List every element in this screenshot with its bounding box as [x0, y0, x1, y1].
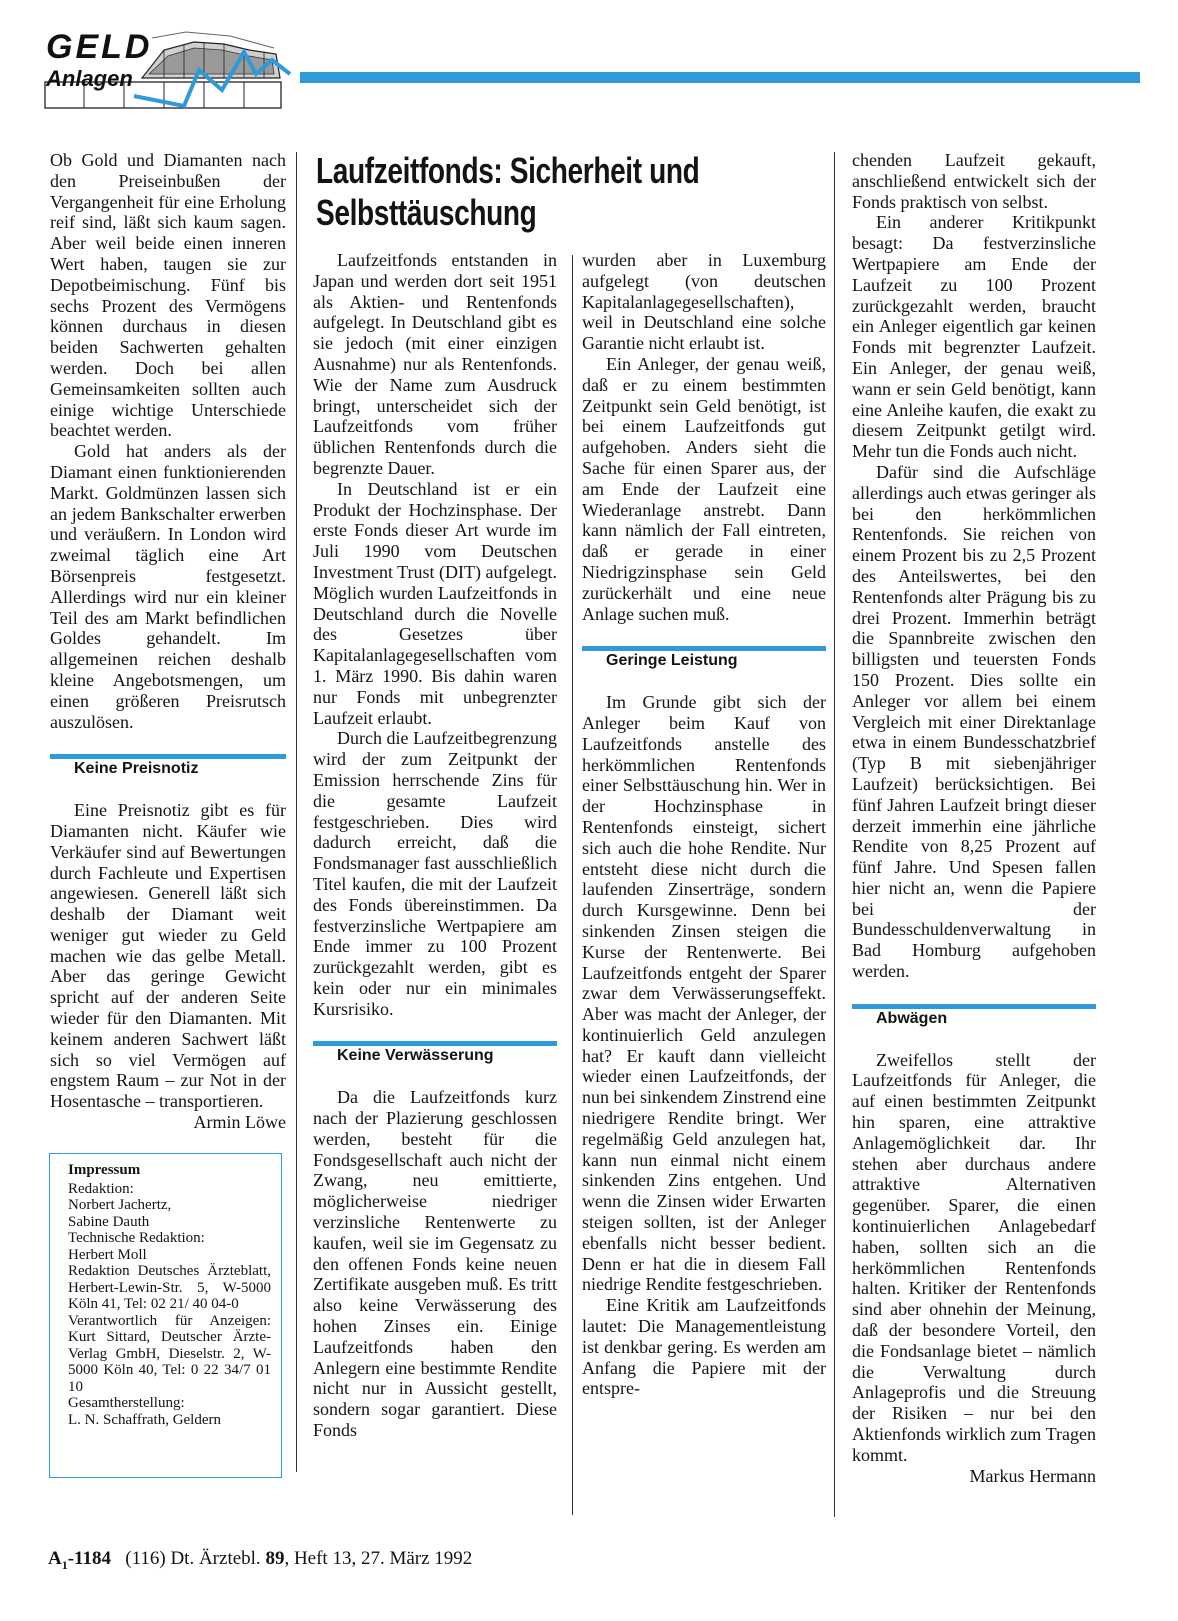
paragraph: [50, 800, 286, 1133]
issue-suffix: , Heft 13, 27. März 1992: [284, 1548, 473, 1569]
paragraph: In Deutschland ist er ein Produkt der Hochzinsphase. Der erste Fonds dieser Art wurde im Juli 1990 vom Deutschen Investment Trust (DIT) aufgelegt. Möglich wurden Laufzeitfonds in Deutschland durch die Novelle des Gesetzes über Kapitalanlagegesellschaften vom 1. März 1990. Bis dahin waren nur Fonds mit unbegrenzter Laufzeit erlaubt.: [313, 478, 557, 728]
subheading: Keine Verwässerung: [337, 1047, 494, 1065]
subhead-block: [852, 1004, 1096, 1030]
paragraph: Zweifellos stellt der Laufzeitfonds für Anleger, die auf einen bestimmten Zeitpunkt hin sparen, eine attraktive Anlagemöglichkeit dar. Ihr stehen aber durchaus andere attraktive Alternativen gegenüber. Sparer, die einen kontinuierlichen Anlagebedarf haben, sollten sich an die herkömmlichen Rentenfonds halten. Kritiker der Rentenfonds sind aber ohnehin der Meinung, daß der besondere Vorteil, den die Fondsanlage bietet – nämlich die Verwaltung durch Anlageprofis und die Streuung der Risiken – nur bei den Aktienfonds wirklich zum Tragen kommt.: [852, 1049, 1096, 1465]
paragraph: Da die Laufzeitfonds kurz nach der Plazierung geschlossen werden, besteht für die Fondsgesellschaft auch nicht der Zwang, neu emittierte, möglicherweise niedriger verzinsliche Rentenwerte zu kaufen, weil sie im Gegensatz zu den offenen Fonds keine neuen Zertifikate ausgeben muß. Es tritt also keine Verwässerung des hohen Zinses ein. Einige Laufzeitfonds haben den Anlegern eine bestimmte Rendite nicht nur in Aussicht gestellt, sondern sogar garantiert. Diese Fonds: [313, 1087, 557, 1441]
author-signature: Markus Hermann: [969, 1465, 1096, 1486]
impressum-line: Sabine Dauth: [68, 1213, 150, 1230]
paragraph: Gold hat anders als der Diamant einen funktionierenden Markt. Goldmünzen lassen sich an jedem Bankschalter erwerben und veräußern. In London wird zweimal täglich eine Art Börsenpreis festgesetzt. Allerdings wird nur ein kleiner Teil des am Markt befindlichen Goldes gehandelt. Im allgemeinen reichen deshalb kleine Angebotsmengen, um einen größeren Preisrutsch auszulösen.: [50, 441, 286, 732]
impressum-line: Verantwortlich für Anzeigen: Kurt Sittard, Deutscher Ärzte-Verlag GmbH, Dieselstr. 2, W-5000 Köln 40, Tel: 0 22 34/7 01 10: [68, 1312, 271, 1395]
column-divider: [572, 255, 573, 1515]
page-footer: [48, 1548, 472, 1573]
section-title: GELD: [46, 28, 153, 66]
subheading: Keine Preisnotiz: [74, 760, 199, 778]
impressum-line: Norbert Jachertz,: [68, 1197, 172, 1213]
column-article-1: [313, 250, 557, 1441]
paragraph: Im Grunde gibt sich der Anleger beim Kauf von Laufzeitfonds anstelle des herkömmlichen Rentenfonds einer Selbsttäuschung hin. Wer in der Hochzinsphase in Rentenfonds einsteigt, sichert sich auch die hohe Rendite. Nur entsteht diese nicht durch die laufenden Zinserträge, sondern durch Kursgewinne. Denn bei sinkenden Zinsen steigen die Kurse der Rentenwerte. Bei Laufzeitfonds entgeht der Sparer zwar dem Verwässerungseffekt. Aber was macht der Anleger, der kontinuierlich Geld anzulegen hat? Er kauft dann vielleicht wieder einen Laufzeitfonds, der nun bei sinkendem Zinstrend eine niedrigere Rendite bringt. Wer regelmäßig Geld anzulegen hat, kann nun einmal nicht einem sinkenden Zins entgehen. Und wenn die Zinsen wider Erwarten steigen sollten, ist der Anleger ebenfalls nicht besser bedient. Denn er hat die in diesem Fall niedrige Rendite festgeschrieben.: [582, 692, 826, 1295]
column-article-3: [852, 150, 1096, 1486]
page-code-letter: A: [48, 1548, 62, 1569]
subheading: Abwägen: [876, 1009, 948, 1027]
volume-number: 89: [265, 1548, 285, 1569]
paragraph: wurden aber in Luxemburg aufgelegt (von deutschen Kapitalanlagegesellschaften), weil in Deutschland eine solche Garantie nicht erlaubt ist.: [582, 250, 826, 354]
page-code: [48, 1548, 112, 1572]
author-signature: Armin Löwe: [193, 1112, 286, 1133]
impressum-box: [49, 1153, 282, 1478]
paragraph: Durch die Laufzeitbegrenzung wird der zum Zeitpunkt der Emission herrschende Zins für die gesamte Laufzeit festgeschrieben. Dies wird dadurch erreicht, daß die Fondsmanager fast ausschließlich Titel kaufen, die mit der Laufzeit des Fonds übereinstimmen. Da festverzinsliche Wertpapiere am Ende immer zu 100 Prozent zurückgezahlt werden, gibt es kein oder nur ein minimales Kursrisiko.: [313, 728, 557, 1019]
column-article-2: [582, 250, 826, 1399]
section-logo: [44, 30, 294, 114]
paragraph: Ob Gold und Diamanten nach den Preiseinbußen der Vergangenheit für eine Erholung reif sind, läßt sich kaum sagen. Aber weil beide einen inneren Wert haben, taugen sie zur Depotbeimischung. Fünf bis sechs Prozent des Vermögens können durchaus in diesen beiden Sachwerten gehalten werden. Doch bei allen Gemeinsamkeiten sollten auch einige wichtige Unterschiede beachtet werden.: [50, 150, 286, 441]
impressum-line: Herbert Moll: [68, 1246, 147, 1263]
paragraph: chenden Laufzeit gekauft, anschließend entwickelt sich der Fonds praktisch von selbst.: [852, 150, 1096, 212]
header-rule: [300, 72, 1140, 83]
subhead-block: [50, 754, 286, 780]
column-left: [50, 150, 286, 1133]
impressum-line: Gesamtherstellung:: [68, 1395, 185, 1411]
paragraph: Ein Anleger, der genau weiß, daß er zu einem bestimmten Zeitpunkt sein Geld benötigt, ist bei einem Laufzeitfonds gut aufgehoben. Anders sieht die Sache für einen Sparer aus, der am Ende der Laufzeit eine Wiederanlage anstrebt. Dann kann nämlich der Fall eintreten, daß er gerade in einer Niedrigzinsphase sein Geld zurückerhält und eine neue Anlage suchen muß.: [582, 353, 826, 624]
article-headline: Laufzeitfonds: Sicherheit und Selbsttäuschung: [316, 150, 700, 233]
page-code-number: -1184: [67, 1548, 112, 1569]
page-code-subscript: 1: [61, 1557, 68, 1572]
impressum-line: Redaktion Deutsches Ärzteblatt, Herbert-Lewin-Str. 5, W-5000 Köln 41, Tel: 02 21/ 40 04-0: [68, 1263, 271, 1312]
column-divider: [296, 152, 297, 1472]
column-divider: [834, 152, 835, 1517]
impressum-line: Redaktion:: [68, 1180, 134, 1197]
paragraph-text: Eine Preisnotiz gibt es für Diamanten nicht. Käufer wie Verkäufer sind auf Bewertungen durch Fachleute und Expertisen angewiesen. Generell läßt sich deshalb der Diamant weit weniger gut wieder zu Geld machen wie das gelbe Metall. Aber das geringe Gewicht spricht auf der anderen Seite wieder für den Diamanten. Mit keinem anderen Sachwert läßt sich so viel Vermögen auf engstem Raum – zur Not in der Hosentasche – transportieren.: [50, 800, 286, 1112]
section-subtitle: Anlagen: [46, 66, 133, 91]
paragraph: Ein anderer Kritikpunkt besagt: Da festverzinsliche Wertpapiere am Ende der Laufzeit zu 100 Prozent zurückgezahlt werden, braucht ein Anleger eigentlich gar keinen Fonds mit begrenzter Laufzeit. Ein Anleger, der genau weiß, wann er sein Geld benötigt, kann eine Anleihe kaufen, die exakt zu diesem Zeitpunkt getilgt wird. Mehr tun die Fonds auch nicht.: [852, 212, 1096, 462]
paragraph: Dafür sind die Aufschläge allerdings auch etwas geringer als bei den herkömmlichen Rentenfonds. Sie reichen von einem Prozent bis zu 2,5 Prozent des Anteilswertes, bei den Rentenfonds alter Prägung bis zu drei Prozent. Immerhin beträgt die Spannbreite zwischen den billigsten und teuersten Fonds 150 Prozent. Dies sollte ein Anleger vor allem bei einem Vergleich mit einer Direktanlage etwa in einem Bundesschatzbrief (Typ B mit siebenjähriger Laufzeit) berücksichtigen. Bei fünf Jahren Laufzeit bringt dieser derzeit immerhin eine jährliche Rendite von 8,25 Prozent auf fünf Jahre. Und Spesen fallen hier nicht an, wenn die Papiere bei der Bundesschuldenverwaltung in Bad Homburg aufgehoben werden.: [852, 461, 1096, 982]
paragraph: Eine Kritik am Laufzeitfonds lautet: Die Managementleistung ist denkbar gering. Es werden am Anfang die Papiere mit der entspre-: [582, 1295, 826, 1399]
impressum-title: Impressum: [68, 1162, 141, 1178]
issue-prefix: (116) Dt. Ärztebl.: [125, 1548, 261, 1569]
subhead-block: [582, 646, 826, 672]
impressum-line: Technische Redaktion:: [68, 1230, 205, 1246]
paragraph: Laufzeitfonds entstanden in Japan und werden dort seit 1951 als Aktien- und Rentenfonds aufgelegt. In Deutschland gibt es sie jedoch (mit einer einzigen Ausnahme) nur als Rentenfonds. Wie der Name zum Ausdruck bringt, unterscheidet sich der Laufzeitfonds vom früher üblichen Rentenfonds durch die begrenzte Dauer.: [313, 250, 557, 478]
subhead-block: [313, 1041, 557, 1067]
impressum-line: L. N. Schaffrath, Geldern: [68, 1411, 222, 1428]
subheading: Geringe Leistung: [606, 652, 738, 670]
